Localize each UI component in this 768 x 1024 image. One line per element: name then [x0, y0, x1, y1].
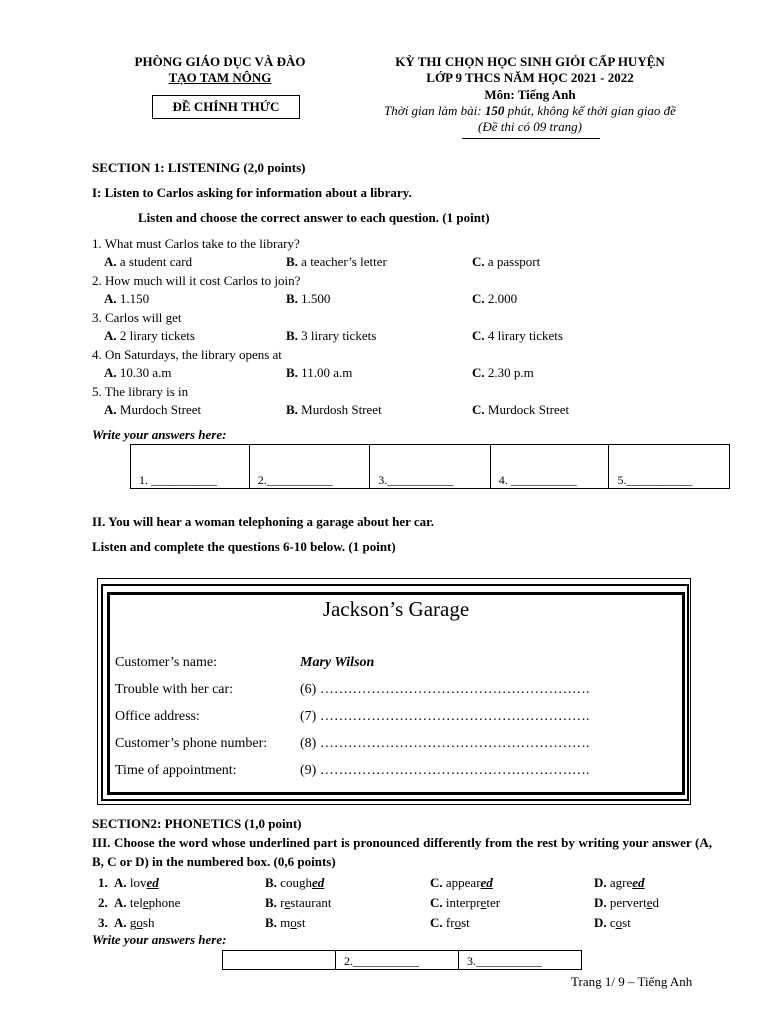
part2-title: II. You will hear a woman telephoning a garage about her car.: [92, 514, 434, 529]
write-answers-label-2: Write your answers here:: [92, 932, 227, 947]
answer-cell[interactable]: 3.___________: [370, 445, 490, 489]
option-a: A. 10.30 a.m: [104, 365, 172, 380]
phonetics-option-d: D. cost: [594, 915, 631, 930]
underlined-part: e: [142, 895, 149, 910]
garage-field-label: Trouble with her car:: [115, 682, 234, 697]
section1-title: SECTION 1: LISTENING (2,0 points): [92, 160, 306, 175]
phonetics-question-number: 3.: [98, 915, 108, 930]
phonetics-question-number: 1.: [98, 875, 108, 890]
pages-underline: [462, 138, 600, 139]
exam-pages: (Đề thi có 09 trang): [478, 119, 582, 134]
customer-name-value: Mary Wilson: [300, 655, 375, 670]
exam-grade-year: LỚP 9 THCS NĂM HỌC 2021 - 2022: [426, 70, 634, 85]
phonetics-option-b: B. coughed: [265, 875, 325, 890]
phonetics-question-number: 2.: [98, 895, 108, 910]
answer-cell[interactable]: [223, 951, 336, 970]
phonetics-option-d: D. agreed: [594, 875, 645, 890]
phonetics-option-a: A. loved: [114, 875, 159, 890]
phonetics-instruction: III. Choose the word whose underlined part is pronounced differently from the rest by writing your answer (A, B, C or D) in the numbered box. (0,6 points): [92, 835, 712, 869]
official-exam-box: ĐỀ CHÍNH THỨC: [152, 95, 300, 119]
underlined-part: o: [136, 915, 143, 930]
phonetics-option-a: A. telephone: [114, 895, 181, 910]
underlined-part: o: [454, 915, 462, 930]
option-c: C. 2.30 p.m: [472, 365, 534, 380]
answer-cell[interactable]: 2.___________: [336, 951, 459, 970]
garage-field-label: Office address:: [115, 709, 200, 724]
underlined-part: ed: [146, 875, 159, 890]
answer-table-listening: [130, 444, 730, 489]
underlined-part: e: [646, 895, 653, 910]
question-text: 3. Carlos will get: [92, 310, 182, 325]
part2-instruction: Listen and complete the questions 6-10 below. (1 point): [92, 539, 396, 554]
option-b: B. 11.00 a.m: [286, 365, 353, 380]
phonetics-option-c: C. interpreter: [430, 895, 501, 910]
underlined-part: o: [290, 915, 297, 930]
question-text: 5. The library is in: [92, 384, 189, 399]
phonetics-option-b: B. most: [265, 915, 306, 930]
part1-title: I: Listen to Carlos asking for information about a library.: [92, 185, 412, 200]
part1-instruction: Listen and choose the correct answer to each question. (1 point): [138, 210, 490, 225]
answer-cell[interactable]: 4. ___________: [490, 445, 609, 489]
garage-field-label: Customer’s phone number:: [115, 736, 268, 751]
phonetics-option-a: A. gosh: [114, 915, 155, 930]
option-b: B. 3 lirary tickets: [286, 328, 377, 343]
answer-cell[interactable]: 5.___________: [609, 445, 730, 489]
option-c: C. 4 lirary tickets: [472, 328, 563, 343]
exam-title: KỲ THI CHỌN HỌC SINH GIỎI CẤP HUYỆN: [395, 54, 665, 69]
option-a: A. a student card: [104, 254, 193, 269]
garage-title: Jackson’s Garage: [322, 597, 470, 621]
option-c: C. 2.000: [472, 291, 518, 306]
exam-subject: Môn: Tiếng Anh: [484, 87, 576, 102]
phonetics-option-c: C. frost: [430, 915, 470, 930]
option-a: A. 1.150: [104, 291, 150, 306]
garage-field-blank[interactable]: (8) ………………………………………………….: [300, 736, 590, 751]
exam-time: Thời gian làm bài: 150 phút, không kể thời gian giao đề: [384, 103, 676, 118]
page-footer: Trang 1/ 9 – Tiếng Anh: [571, 974, 693, 989]
garage-field-label: Customer’s name:: [115, 655, 218, 670]
underlined-part: e: [284, 895, 291, 910]
garage-field-label: Time of appointment:: [115, 763, 237, 778]
underlined-part: o: [615, 915, 623, 930]
answer-cell[interactable]: 1. ___________: [131, 445, 250, 489]
option-a: A. 2 lirary tickets: [104, 328, 195, 343]
department-name-line2: TẠO TAM NÔNG: [168, 70, 272, 85]
department-name-line1: PHÒNG GIÁO DỤC VÀ ĐÀO: [134, 54, 306, 69]
phonetics-option-d: D. perverted: [594, 895, 659, 910]
underlined-part: e: [480, 895, 487, 910]
phonetics-option-c: C. appeared: [430, 875, 493, 890]
option-b: B. a teacher’s letter: [286, 254, 387, 269]
garage-field-blank[interactable]: (7) ………………………………………………….: [300, 709, 590, 724]
question-text: 4. On Saturdays, the library opens at: [92, 347, 282, 362]
question-text: 1. What must Carlos take to the library?: [92, 236, 300, 251]
garage-field-blank[interactable]: (6) ………………………………………………….: [300, 682, 590, 697]
option-b: B. Murdosh Street: [286, 402, 382, 417]
answer-cell[interactable]: 3.___________: [459, 951, 582, 970]
section2-title: SECTION2: PHONETICS (1,0 point): [92, 816, 302, 831]
underlined-part: ed: [311, 875, 325, 890]
write-answers-label-1: Write your answers here:: [92, 427, 227, 442]
option-b: B. 1.500: [286, 291, 331, 306]
phonetics-option-b: B. restaurant: [265, 895, 332, 910]
answer-table-phonetics: [222, 950, 582, 970]
option-c: C. Murdock Street: [472, 402, 570, 417]
option-a: A. Murdoch Street: [104, 402, 202, 417]
question-text: 2. How much will it cost Carlos to join?: [92, 273, 301, 288]
option-c: C. a passport: [472, 254, 541, 269]
underlined-part: ed: [632, 875, 645, 890]
answer-cell[interactable]: 2.___________: [249, 445, 369, 489]
underlined-part: ed: [480, 875, 493, 890]
garage-field-blank[interactable]: (9) ………………………………………………….: [300, 763, 590, 778]
